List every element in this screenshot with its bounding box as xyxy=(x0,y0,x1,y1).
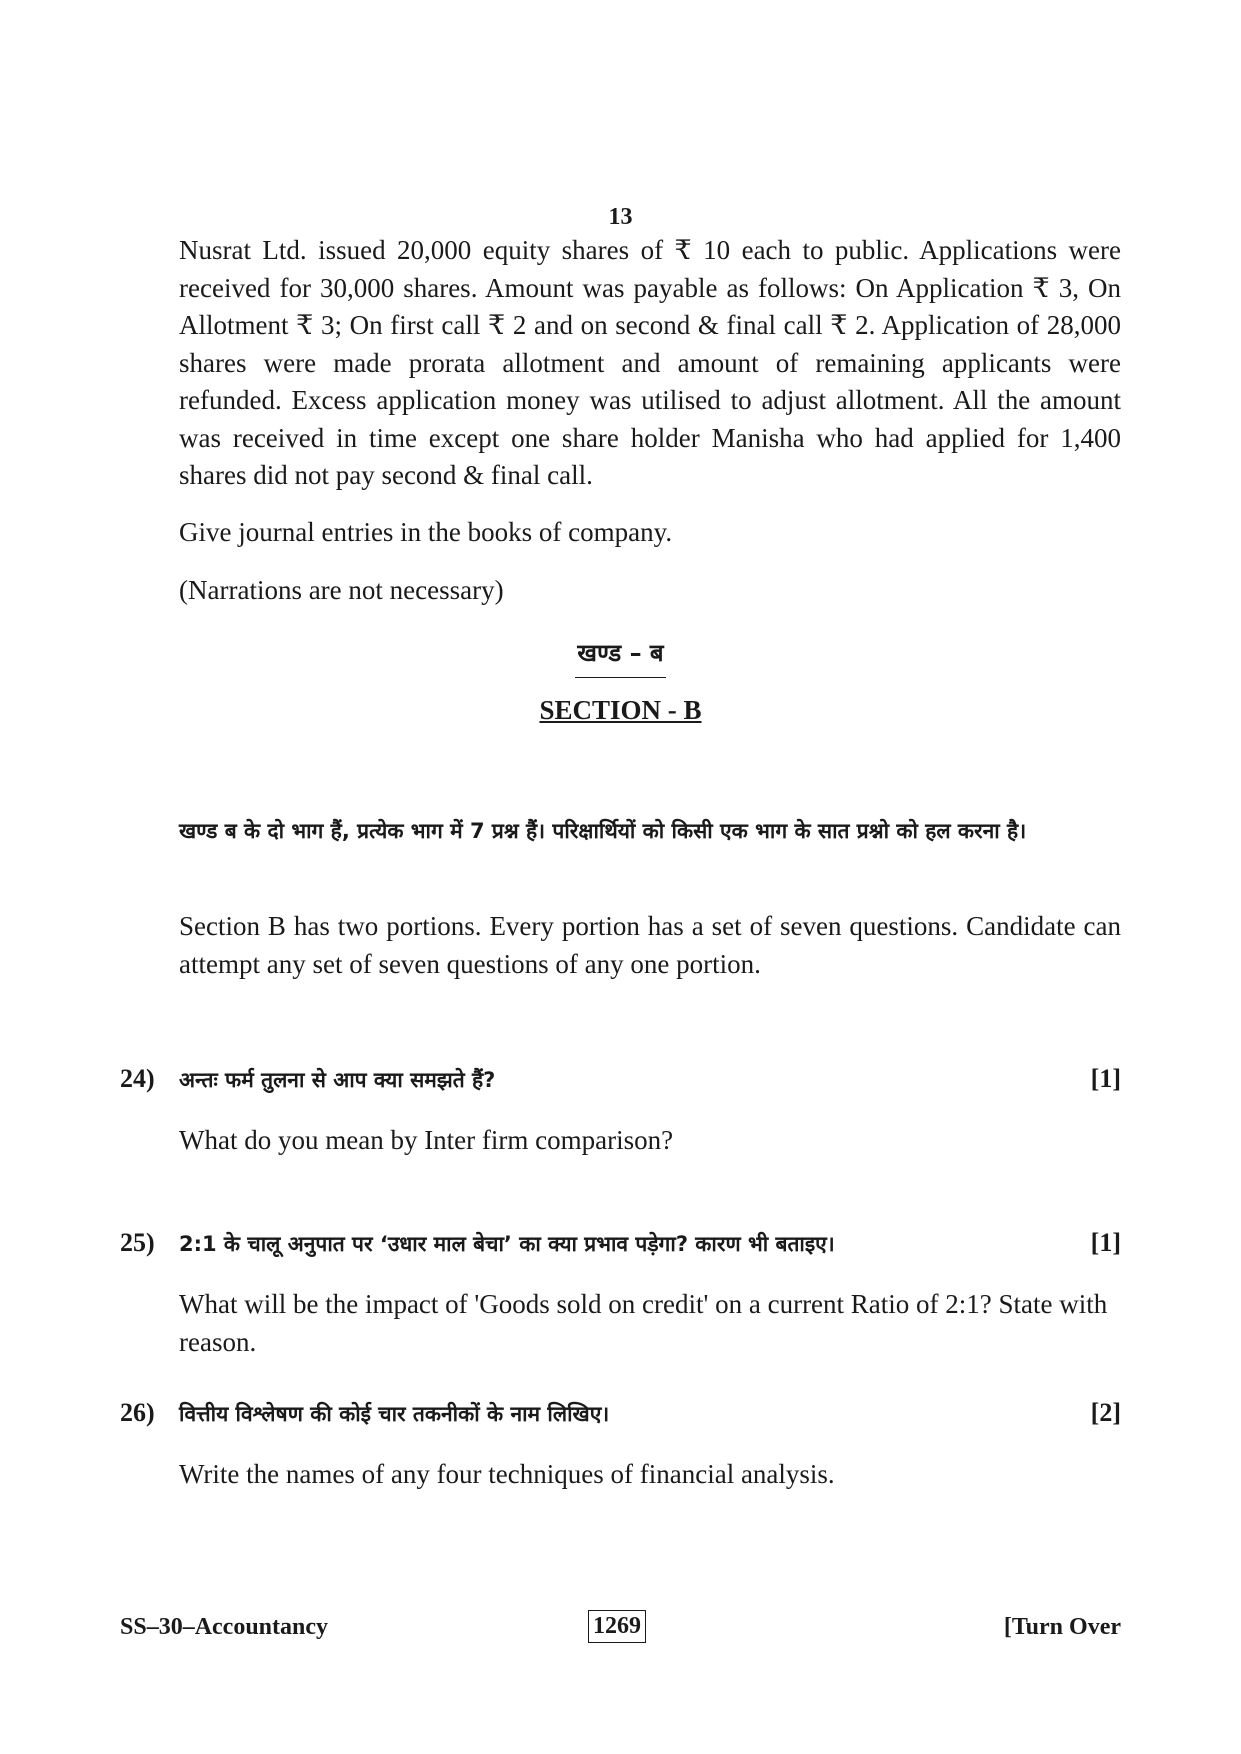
paper-code: SS–30–Accountancy xyxy=(120,1614,329,1640)
section-hindi-heading xyxy=(0,636,1241,678)
page-footer xyxy=(120,1610,1121,1650)
section-english-intro: Section B has two portions. Every portion has a set of seven questions. Candidate can attempt any set of seven questions of any one portion. xyxy=(179,911,1121,979)
section-title: SECTION - B xyxy=(539,695,702,725)
turn-over-label: [Turn Over xyxy=(1003,1614,1121,1640)
question-number: 26) xyxy=(120,1398,155,1427)
question-hindi: 2:1 के चालू अनुपात पर ‘उधार माल बेचा’ का क्या प्रभाव पड़ेगा? कारण भी बताइए। xyxy=(179,1232,835,1256)
question-number: 25) xyxy=(120,1228,155,1257)
question-marks: [2] xyxy=(1090,1398,1121,1427)
question-number: 24) xyxy=(120,1064,155,1093)
question-marks: [1] xyxy=(1090,1064,1121,1093)
question-23-instruction: Give journal entries in the books of company. xyxy=(179,517,673,547)
question-hindi: वित्तीय विश्लेषण की कोई चार तकनीकों के नाम लिखिए। xyxy=(179,1402,610,1426)
question-english: What do you mean by Inter firm comparison? xyxy=(179,1125,674,1155)
question-english: What will be the impact of 'Goods sold on credit' on a current Ratio of 2:1? State with reason. xyxy=(179,1289,1108,1357)
question-23-note: (Narrations are not necessary) xyxy=(179,575,504,605)
question-marks: [1] xyxy=(1090,1228,1121,1257)
question-english: Write the names of any four techniques of financial analysis. xyxy=(179,1459,835,1489)
question-23-text: Nusrat Ltd. issued 20,000 equity shares of ₹ 10 each to public. Applications were received for 30,000 shares. Amount was payable as follows: On Application ₹ 3, On Allotment ₹ 3; On first call ₹ 2 and on second & final call ₹ 2. Application of 28,000 shares were made prorata allotment and amount of remaining applicants were refunded. Excess application money was utilised to adjust allotment. All the amount was received in time except one share holder Manisha who had applied for 1,400 shares did not pay second & final call. xyxy=(179,235,1121,490)
code-box: 1269 xyxy=(588,1610,646,1643)
section-hindi-intro: खण्ड ब के दो भाग हैं, प्रत्येक भाग में 7 प्रश्न हैं। परिक्षार्थियों को किसी एक भाग के सात प्रश्नो को हल करना है। xyxy=(179,819,1027,843)
question-hindi: अन्तः फर्म तुलना से आप क्या समझते हैं? xyxy=(179,1068,496,1092)
section-hindi-title: खण्ड – ब xyxy=(575,636,665,678)
page-number: 13 xyxy=(608,204,633,230)
